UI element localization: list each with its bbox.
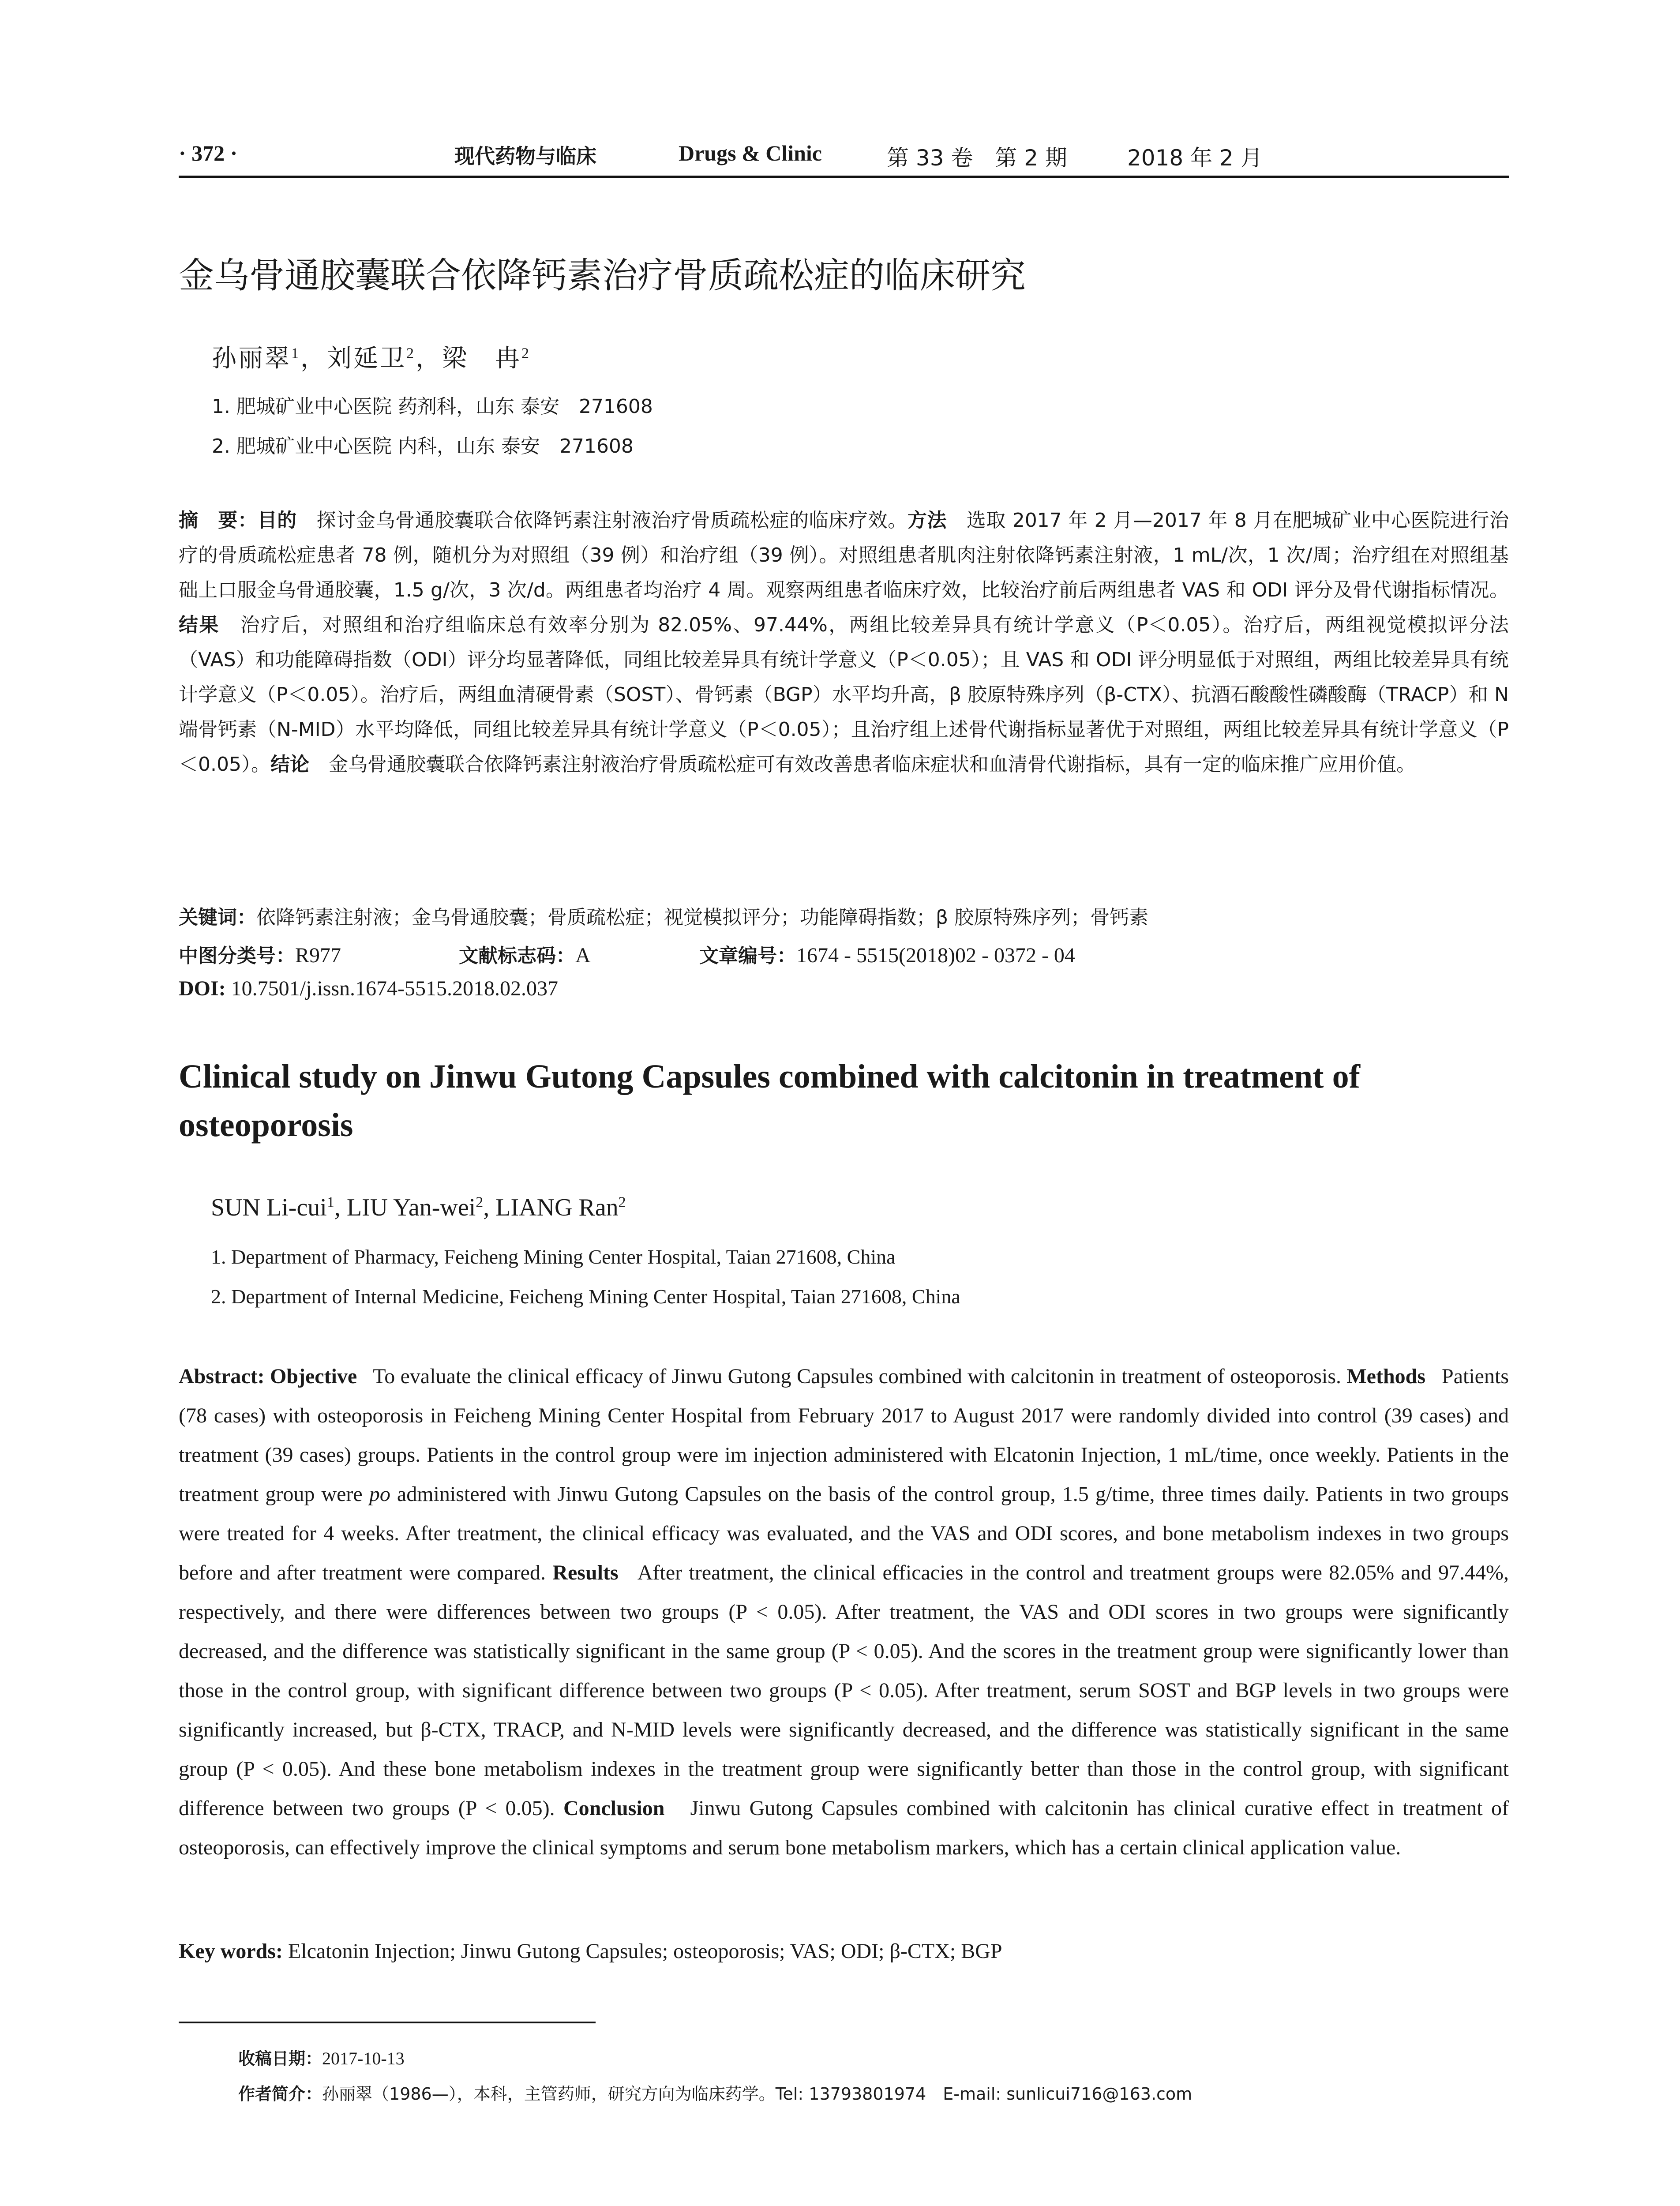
en-author-name: LIANG Ran <box>495 1194 619 1221</box>
cn-affiliation: 2. 肥城矿业中心医院 内科，山东 泰安 271608 <box>212 435 634 458</box>
cn-keywords <box>179 901 1148 930</box>
cn-conclusion-text: 金乌骨通胶囊联合依降钙素注射液治疗骨质疏松症可有效改善患者临床症状和血清骨代谢指标，具有一定的临床推广应用价值。 <box>328 753 1416 776</box>
cn-author-sup: 2 <box>521 345 531 362</box>
en-keywords <box>179 1939 1002 1963</box>
doi-label: DOI: <box>179 977 226 1000</box>
doi-value: 10.7501/j.issn.1674-5515.2018.02.037 <box>231 977 559 1000</box>
en-authors: SUN Li-cui$^1$, LIU Yan-wei$^2$, LIANG Ran$^2$ <box>211 1194 626 1221</box>
en-author-sup: 1 <box>326 1194 334 1211</box>
received-label: 收稿日期： <box>238 2049 322 2068</box>
cn-doi-line <box>179 976 558 1001</box>
received-date: 2017-10-13 <box>322 2048 405 2068</box>
cn-author-name: 孙丽翠 <box>212 344 291 373</box>
cn-objective-text: 探讨金乌骨通胶囊联合依降钙素注射液治疗骨质疏松症的临床疗效。 <box>316 509 908 532</box>
cn-article-no-label: 文章编号： <box>699 945 796 967</box>
page-number: · 372 · <box>179 141 238 165</box>
cn-article-no-line <box>699 940 1075 968</box>
en-author-name: SUN Li-cui <box>211 1194 327 1221</box>
journal-name-cn: 现代药物与临床 <box>454 144 596 168</box>
en-author-name: LIU Yan-wei <box>346 1194 476 1221</box>
cn-abstract <box>179 503 1509 782</box>
en-objective-label: Objective <box>270 1365 357 1388</box>
en-keywords-label: Key words: <box>179 1940 283 1963</box>
journal-name-en: Drugs & Clinic <box>679 141 822 165</box>
en-title: Clinical study on Jinwu Gutong Capsules combined with calcitonin in treatment of osteoporosis <box>179 1058 1360 1144</box>
en-methods-po: po <box>369 1482 390 1506</box>
en-methods-text-a: Patients (78 cases) with osteoporosis in Feicheng Mining Center Hospital from February 2017 to August 2017 were randomly divided into control (39 cases) and treatment (39 cases) groups. Patients in the control group were im injection administered with Elcatonin Injection, 1 mL/time, once weekly. Patients in the treatment group were <box>179 1365 1509 1506</box>
en-author-sup: 2 <box>476 1194 484 1211</box>
en-abstract <box>179 1357 1509 1867</box>
cn-author-name: 刘延卫 <box>327 344 406 373</box>
author-bio-label: 作者简介： <box>238 2084 322 2104</box>
footnote-rule <box>179 2022 596 2023</box>
cn-methods-label: 方法 <box>907 509 947 532</box>
cn-doc-code-label: 文献标志码： <box>459 945 575 967</box>
cn-affiliation: 1. 肥城矿业中心医院 药剂科，山东 泰安 271608 <box>212 395 653 418</box>
footnote-author <box>238 2080 1192 2105</box>
footnote-received <box>238 2045 405 2069</box>
en-methods-text-b: administered with Jinwu Gutong Capsules on the basis of the control group, 1.5 g/time, three times daily. Patients in two groups were treated for 4 weeks. After treatment, the clinical efficacy was evaluated, and the VAS and ODI scores, and bone metabolism indexes in two groups before and after treatment were compared. <box>179 1482 1509 1584</box>
cn-authors: 孙丽翠$^1$，刘延卫$^2$，梁 冉$^2$ <box>212 344 531 373</box>
en-author-sup: 2 <box>618 1194 626 1211</box>
cn-objective-label: 目的 <box>257 509 297 532</box>
cn-keywords-text: 依降钙素注射液；金乌骨通胶囊；骨质疏松症；视觉模拟评分；功能障碍指数；β 胶原特殊序列；骨钙素 <box>256 906 1149 929</box>
cn-doc-code-value: A <box>575 944 591 967</box>
cn-abstract-label: 摘 要： <box>179 509 258 532</box>
en-affiliation: 1. Department of Pharmacy, Feicheng Mining Center Hospital, Taian 271608, China <box>211 1246 896 1268</box>
cn-clc-label: 中图分类号： <box>179 945 295 967</box>
header-rule <box>179 176 1509 178</box>
en-results-text: After treatment, the clinical efficacies in the control and treatment groups were 82.05% and 97.44%, respectively, and there were differences between two groups (P < 0.05). After treatment, the VAS and ODI scores in two groups were significantly decreased, and the difference was statistically significant in the same group (P < 0.05). And the scores in the treatment group were significantly lower than those in the control group, with significant difference between two groups (P < 0.05). After treatment, serum SOST and BGP levels in two groups were significantly increased, but β-CTX, TRACP, and N-MID levels were significantly decreased, and the difference was statistically significant in the same group (P < 0.05). And these bone metabolism indexes in the treatment group were significantly better than those in the control group, with significant difference between two groups (P < 0.05). <box>179 1561 1509 1820</box>
cn-conclusion-label: 结论 <box>270 753 309 776</box>
cn-results-text: 治疗后，对照组和治疗组临床总有效率分别为 82.05%、97.44%，两组比较差异具有统计学意义（P＜0.05）。治疗后，两组视觉模拟评分法（VAS）和功能障碍指数（ODI）评分均显著降低，同组比较差异具有统计学意义（P＜0.05）；且 VAS 和 ODI 评分明显低于对照组，两组比较差异具有统计学意义（P＜0.05）。治疗后，两组血清硬骨素（SOST）、骨钙素（BGP）水平均升高，β 胶原特殊序列（β-CTX）、抗酒石酸酸性磷酸酶（TRACP）和 N 端骨钙素（N-MID）水平均降低，同组比较差异具有统计学意义（P＜0.05）；且治疗组上述骨代谢指标显著优于对照组，两组比较差异具有统计学意义（P＜0.05）。 <box>179 614 1509 776</box>
cn-article-no-value: 1674 - 5515(2018)02 - 0372 - 04 <box>796 944 1075 967</box>
cn-keywords-label: 关键词： <box>179 906 256 929</box>
en-affiliation: 2. Department of Internal Medicine, Feicheng Mining Center Hospital, Taian 271608, China <box>211 1285 960 1308</box>
en-abstract-label: Abstract: <box>179 1365 265 1388</box>
en-conclusion-text: Jinwu Gutong Capsules combined with calcitonin has clinical curative effect in treatment of osteoporosis, can effectively improve the clinical symptoms and serum bone metabolism markers, which has a certain clinical application value. <box>179 1797 1509 1859</box>
cn-author-name: 梁 冉 <box>442 344 521 373</box>
cn-title: 金乌骨通胶囊联合依降钙素治疗骨质疏松症的临床研究 <box>179 255 1026 296</box>
en-keywords-text: Elcatonin Injection; Jinwu Gutong Capsules; osteoporosis; VAS; ODI; β-CTX; BGP <box>288 1940 1002 1963</box>
cn-author-sup: 1 <box>291 345 300 362</box>
en-objective-text: To evaluate the clinical efficacy of Jinwu Gutong Capsules combined with calcitonin in treatment of osteoporosis. <box>373 1365 1342 1388</box>
en-conclusion-label: Conclusion <box>563 1797 665 1820</box>
journal-date: 2018 年 2 月 <box>1127 145 1263 171</box>
cn-author-sup: 2 <box>406 345 416 362</box>
cn-doc-code-line <box>459 940 591 968</box>
cn-results-label: 结果 <box>179 614 220 636</box>
journal-issue: 第 33 卷 第 2 期 <box>887 145 1068 171</box>
author-bio-text: 孙丽翠（1986—），本科，主管药师，研究方向为临床药学。Tel: 13793801974 E-mail: sunlicui716@163.com <box>322 2084 1192 2104</box>
en-methods-label: Methods <box>1346 1365 1426 1388</box>
cn-methods-text: 选取 2017 年 2 月—2017 年 8 月在肥城矿业中心医院进行治疗的骨质疏松症患者 78 例，随机分为对照组（39 例）和治疗组（39 例）。对照组患者肌肉注射依降钙素注射液，1 mL/次，1 次/周；治疗组在对照组基础上口服金乌骨通胶囊，1.5 g/次，3 次/d。两组患者均治疗 4 周。观察两组患者临床疗效，比较治疗前后两组患者 VAS 和 ODI 评分及骨代谢指标情况。 <box>179 509 1509 601</box>
cn-clc-line <box>179 940 341 968</box>
cn-clc-value: R977 <box>295 944 341 967</box>
en-results-label: Results <box>552 1561 619 1584</box>
